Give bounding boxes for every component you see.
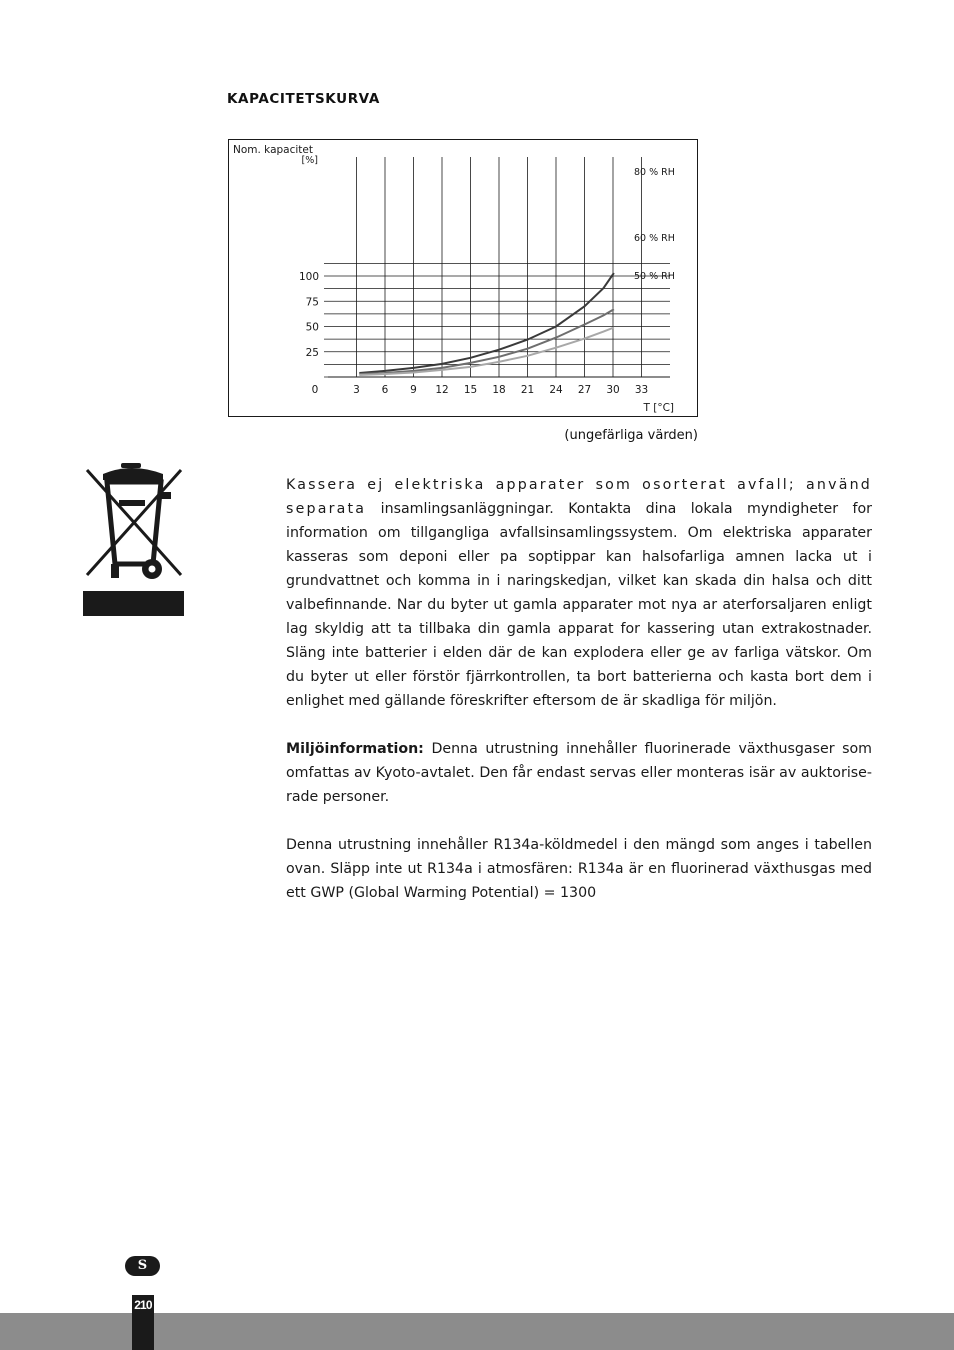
capacity-chart xyxy=(228,139,698,417)
series-label: 80 % RH xyxy=(634,167,675,178)
environment-text: Denna utrustning innehåller fluorinerade växthusgaser som omfattas av Kyoto-avtalet. Den får endast servas eller monteras isär av auktorise-rade personer. xyxy=(286,741,873,805)
x-axis-label: T [°C] xyxy=(643,402,674,414)
chart-caption: (ungefärliga värden) xyxy=(564,428,698,443)
environment-label: Miljöinformation: xyxy=(286,741,424,757)
x-tick-label: 33 xyxy=(634,384,649,396)
x-tick-label: 12 xyxy=(435,384,449,396)
x-tick-label: 30 xyxy=(606,384,620,396)
series-line xyxy=(359,328,614,376)
y-tick-label: 25 xyxy=(305,346,319,359)
refrigerant-paragraph: Denna utrustning innehåller R134a-köldmedel i den mängd som anges i tabellen ovan. Släpp inte ut R134a i atmosfären: R134a är en fluorinerad växthusgas med ett GWP (Global Warming Potential) = 1300 xyxy=(286,837,872,901)
x-tick-label: 6 xyxy=(381,384,389,396)
weee-underline-bar xyxy=(83,591,184,616)
disposal-paragraph xyxy=(286,473,872,713)
x-tick-label: 21 xyxy=(520,384,535,396)
disposal-first-line: Kassera ej elektriska apparater som osorterat avfall; använd separata xyxy=(286,477,872,517)
page-heading: KAPACITETSKURVA xyxy=(227,91,380,107)
y-tick-label: 50 xyxy=(305,321,319,334)
series-label: 50 % RH xyxy=(634,271,675,282)
weee-symbol xyxy=(83,460,184,616)
crossed-out-wheelie-bin-icon xyxy=(83,460,184,585)
language-badge: S xyxy=(125,1256,160,1276)
y-tick-label: 100 xyxy=(298,271,319,283)
page-number: 210 xyxy=(134,1298,152,1312)
x-tick-label: 15 xyxy=(463,384,478,396)
series-line xyxy=(359,273,614,373)
x-tick-label: 24 xyxy=(549,384,563,396)
y-axis-unit: [%] xyxy=(301,155,318,166)
x-tick-label: 0 xyxy=(311,384,319,396)
x-tick-label: 3 xyxy=(353,384,360,396)
y-axis-label: Nom. kapacitet xyxy=(233,144,313,156)
environment-paragraph xyxy=(286,737,872,809)
x-tick-label: 18 xyxy=(492,384,506,396)
disposal-text: insamlingsanläggningar. Kontakta dina lokala myndigheter for information om tillgangliga avfallsinsamlingssystem. Om elektriska apparater kasseras som deponi eller pa soptippar kan halsofarliga amnen lacka ut i grundvattnet och komma in i naringskedjan, vilket kan skada din halsa och ditt valbefinnande. Nar du byter ut gamla apparater mot nya ar aterforsaljaren enligt lag skyldig att ta tillbaka din gamla apparat for kassering utan extrakostnader. Släng inte batterier i elden där de kan explodera eller ge av farliga vätskor. Om du byter ut eller förstör fjärrkontrollen, ta bort batterierna och kasta bort dem i enlighet med gällande föreskrifter eftersom de är skadliga för miljön. xyxy=(286,501,872,709)
y-tick-label: 75 xyxy=(305,296,319,309)
x-tick-label: 27 xyxy=(577,384,592,396)
x-tick-label: 9 xyxy=(410,384,417,396)
series-label: 60 % RH xyxy=(634,233,675,244)
